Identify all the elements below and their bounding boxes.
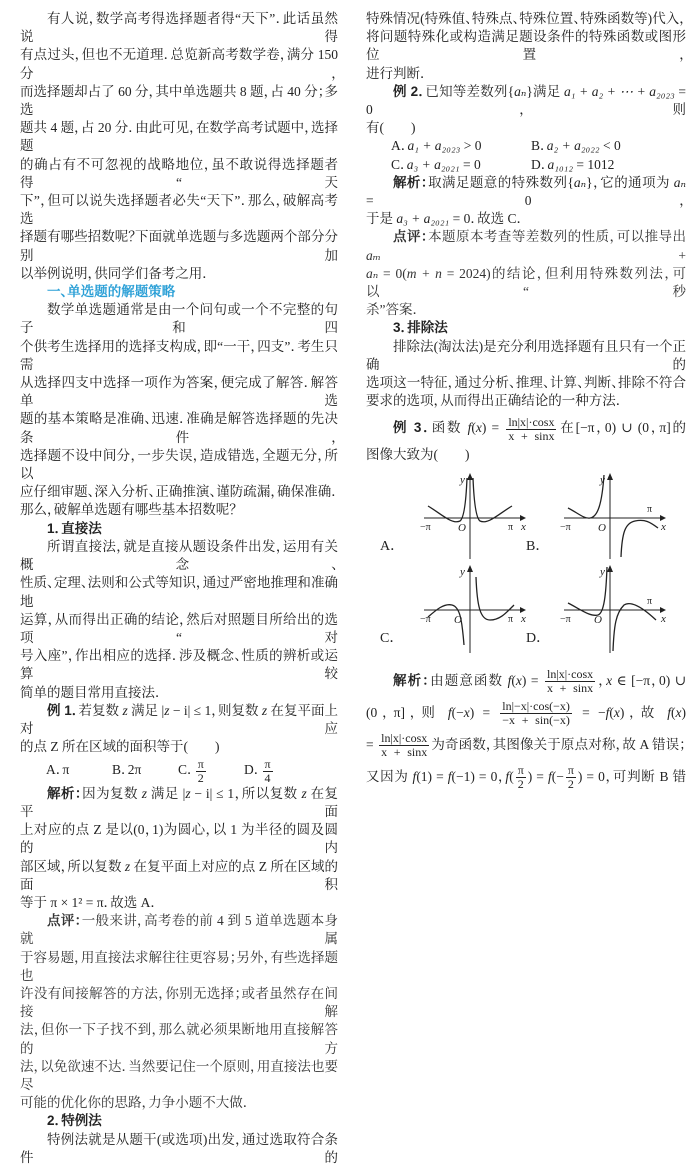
graph-option-b [550,473,680,568]
text-run: 为奇函数，其图像关于原点对称，故 A 错误； [431,736,686,752]
text-run: 在复平面上对应 [20,702,339,736]
text-run: = 0( [378,265,407,281]
text-run: B．2π [112,762,142,778]
label-bold: 点评： [393,229,429,245]
comment-paragraph [20,912,338,1112]
math-variable: aₙ [673,174,686,190]
text-run: 又因为 [366,768,413,784]
math-variable: m + n [406,265,442,281]
math-variable: z [124,858,131,874]
math-variable: x [606,672,613,688]
text-line [366,265,686,301]
text-run: ) = 0，可判断 B 错 [577,768,687,784]
text-run: A．π [46,762,70,778]
tick-pi: π [647,503,653,515]
text-line: 简单的题目常用直接法． [20,684,162,700]
fraction-numerator: π [567,763,574,778]
origin-label: O [458,521,466,534]
text-run: = 2024)的结论，但利用特殊数列法，可以“秒 [366,265,686,300]
text-run: (− [451,704,464,720]
text-line: 法，以免欲速不达．当然要记住一个原则，用直接法也要尽 [20,1058,338,1092]
text-run: ) [681,704,687,720]
math-variable: a₁ + a₂₀₂₃ [407,138,461,154]
section-heading: 一、单选题的解题策略 [47,284,176,300]
graph-label-a: A． [380,538,398,554]
text-line [366,665,686,697]
method-heading: 2．特例法 [47,1113,102,1129]
text-run: ) = [469,704,499,720]
text-run: − i| ≤ 1，所以复数 [190,785,302,801]
graph-label-b: B． [526,538,543,554]
paragraph [366,338,686,411]
x-axis-label: x [521,612,526,625]
text-run: C． [178,762,194,778]
text-line [20,702,338,738]
label-bold: 例 2． [393,83,426,99]
y-axis-label: y [600,565,605,578]
math-variable: f [447,768,452,784]
text-line: 特例法就是从题干(或选项)出发，通过选取符合条件的 [20,1131,338,1165]
y-axis-arrow-icon [607,473,613,480]
tick-pi: π [647,595,653,607]
text-line: 题的基本策略是准确、迅速．准确是解答选择题的先决条件， [20,411,338,445]
text-line [366,228,686,264]
text-line: 要求的选项，从而得出正确结论的一种方法． [366,393,623,409]
text-line: 的确占有不可忽视的战略地位，虽不敢说得选择题者得“天 [20,156,338,190]
fraction-numerator: ln|x|·cosx [381,731,428,746]
paragraph [20,785,338,912]
text-line [366,210,686,228]
fraction-denominator: 4 [264,770,271,785]
text-run: D． [244,762,261,778]
text-run: )，故 [619,704,668,720]
math-variable: f [605,704,610,720]
graph-label-d: D． [526,630,544,646]
text-run: }，它的通项为 [586,174,674,190]
text-line: 下”，但可以说失选择题者必失“天下”．那么，破解高考选 [20,193,338,227]
math-variable: x [475,420,482,436]
text-run: = 0， [366,193,686,209]
tick-pi: π [508,521,514,533]
answer-options [20,756,338,784]
text-line: 将问题特殊化或构造满足题设条件的特殊函数或图形位置， [366,29,686,63]
y-axis-label: y [460,565,465,578]
fraction-denominator: x + sinx [547,681,594,696]
text-run: 部区域，所以复数 [20,858,125,874]
fraction [263,758,273,785]
text-run: (−1) = 0， [451,768,506,784]
text-line: 杀”答案． [366,302,420,318]
x-axis-label: x [661,520,666,533]
text-run: = 0 [459,156,481,172]
math-variable: x [515,672,522,688]
fraction-denominator: x + sinx [508,428,555,443]
math-variable: f [505,768,510,784]
curve-right [613,603,656,650]
text-run: C． [391,156,407,172]
text-line: 有( ) [366,120,416,136]
text-line: 法，但你一下子找不到，那么就必须果断地用直接解答的方 [20,1022,338,1056]
text-run: ) = [481,420,505,436]
math-variable: a₃ + a₂₀₂₁ [406,156,460,172]
origin-label: O [594,613,602,626]
answer-option [531,137,671,155]
math-variable: x [613,704,620,720]
math-variable: z [164,702,170,718]
text-run: 由题意函数 [430,672,508,688]
text-line: 而选择题却占了 60 分，其中单选题共 8 题，占 40 分；多选 [20,83,338,118]
text-line: 排除法(淘汰法)是充分利用选择题有且只有一个正确的 [366,338,686,372]
text-run: ) = [521,672,543,688]
text-run: ， [597,672,607,688]
text-line: 以举例说明，供同学们备考之用． [20,265,209,281]
answer-options [366,137,686,173]
text-run: ∈ [−π，0) ∪ [612,672,687,688]
text-line: 择题有哪些招数呢？下面就单选题与多选题两个部分分别加 [20,229,338,263]
text-line: 选择题不设中间分，一步失误，造成错选，全题无分，所以 [20,447,338,482]
text-run: (− [551,768,564,784]
text-run: 满足 | [147,785,186,801]
x-axis-label: x [661,612,666,625]
text-run: ( [509,768,514,784]
math-variable: z [141,785,148,801]
fraction-numerator: ln|x|·cosx [508,414,555,429]
math-variable: x [675,704,682,720]
fraction-numerator: ln|−x|·cos(−x) [502,699,570,714]
fraction-numerator: ln|x|·cosx [547,667,594,682]
text-line: 有点过头，但也不无道理．总览新高考数学卷，满分 150 分， [20,47,338,81]
fraction-numerator: π [264,756,271,771]
text-line: 号入座”，作出相应的选择．涉及概念、性质的辨析或运算较 [20,648,338,682]
text-run: 在复平面 [20,785,339,819]
text-run: ( [471,420,476,436]
tick-neg-pi: −π [420,521,431,533]
graph-option-d [550,565,680,660]
fraction [379,732,429,759]
text-run: ( [511,672,516,688]
text-run: − i| ≤ 1，则复数 [169,702,262,718]
origin-label: O [598,521,606,534]
text-line: 特殊情况(特殊值、特殊点、特殊位置、特殊函数等)代入， [366,11,686,26]
text-line: 个供考生选择用的选择支构成，即“一干，四支”．考生只需 [20,338,338,372]
fraction-denominator: −x + sin(−x) [502,713,570,728]
text-line: 进行判断． [366,65,427,81]
paragraph [366,10,686,83]
text-line [20,858,338,894]
y-axis-label: y [460,473,465,486]
math-variable: f [667,704,672,720]
fraction [196,758,206,785]
text-run: (1) = [416,768,448,784]
text-run: = − [573,704,606,720]
text-run: = 0．故选 C． [449,211,524,227]
x-axis-label: x [521,520,526,533]
math-variable: a₁ + a₂ + ⋯ + a₂₀₂₃ [564,83,675,99]
paragraph [20,702,338,757]
text-run: ( [671,704,676,720]
paragraph [366,83,686,138]
fraction [566,764,576,791]
text-line: 许没有间接解答的方法，你别无选择；或者虽然存在间接解 [20,985,338,1020]
math-variable: f [507,672,512,688]
y-axis-arrow-icon [467,565,473,572]
math-variable: a₁₀₁₂ [547,156,574,172]
curve-right [473,478,512,522]
text-line: 题共 4 题，占 20 分．由此可见，在数学高考试题中，选择题 [20,120,338,154]
tick-neg-pi: −π [560,613,571,625]
text-run: 满足 | [127,702,165,718]
right-column-top [366,10,686,465]
math-variable: z [122,702,128,718]
label-bold: 解析： [47,785,83,801]
text-run: (0，π]，则 [366,704,448,720]
method-heading: 1．直接法 [47,520,102,536]
math-variable: z [301,785,307,801]
left-column [20,10,338,1167]
text-line: 有人说，数学高考得选择题者得“天下”．此话虽然说得 [20,11,338,45]
example3-graph-options [366,465,686,665]
answer-option [112,756,178,784]
text-line [366,83,686,119]
answer-option [391,137,531,155]
text-run: 取满足题意的特殊数列{ [428,174,574,190]
text-line [366,761,686,793]
text-line: 性质、定理、法则和公式等知识，通过严密地推理和准确地 [20,575,338,609]
math-variable: a₃ + a₂₀₂₁ [396,211,450,227]
text-run: = [366,736,378,752]
fraction-denominator: x + sinx [381,745,428,760]
curve-right [621,520,658,557]
text-line: 的点 Z 所在区域的面积等于( ) [20,739,220,755]
tick-pi: π [508,613,514,625]
text-run: > 0 [460,138,482,154]
text-run: 一般来讲，高考卷的前 4 到 5 道单选题本身就属 [20,913,339,947]
paragraph [366,174,686,229]
text-line: 所谓直接法，就是直接从题设条件出发，运用有关概念、 [20,538,338,573]
text-run: 函数 [431,420,468,436]
math-variable: aₙ [573,174,587,190]
text-line: 选项这一特征，通过分析、推理、计算、判断、排除不符合 [366,375,686,391]
text-run: A． [391,138,408,154]
text-run: 在[−π，0) ∪ (0，π]的 [558,420,687,436]
text-run: + [381,247,686,263]
tick-neg-pi: −π [420,613,431,625]
fraction-denominator: 2 [197,770,204,785]
fraction-numerator: π [517,763,524,778]
text-line: 从选择四支中选择一项作为答案，便完成了解答．解答单选 [20,375,338,409]
text-run: }满足 [526,83,565,99]
math-variable: f [467,420,472,436]
fraction [545,668,595,695]
paragraph [20,538,338,702]
text-line: 可能的优化你的思路，力争小题不大做． [20,1095,250,1111]
text-run: = 0，则 [366,83,686,118]
text-line [20,785,338,821]
text-line: 等于 π × 1² = π．故选 A． [20,894,158,910]
math-variable: f [447,704,452,720]
fraction [500,700,572,727]
math-variable: x [463,704,470,720]
label-bold: 解析： [393,174,429,190]
right-column-bottom [366,665,686,793]
text-line: 上对应的点 Z 是以(0，1)为圆心，以 1 为半径的圆及圆的内 [20,822,338,856]
label-bold: 解析： [393,672,431,688]
paragraph [20,301,338,519]
paragraph [20,1131,338,1167]
text-run: ) = [527,768,548,784]
fraction-denominator: 2 [517,777,524,792]
answer-option [178,756,244,784]
graph-option-a [410,473,543,568]
origin-label: O [454,613,462,626]
text-line: 应仔细审题、深入分析、正确推演、谨防疏漏，确保准确． [20,484,338,500]
text-run: < 0 [599,138,621,154]
right-column [366,10,686,793]
math-variable: a₂ + a₂₀₂₂ [546,138,600,154]
text-line: 数学单选题通常是由一个问句或一个不完整的句子和四 [20,302,338,336]
text-run: = 1012 [573,156,615,172]
paragraph [366,410,686,464]
text-run: 因为复数 [82,785,142,801]
text-line [366,410,686,446]
text-run: 本题原本考查等差数列的性质，可以推导出 [428,229,687,245]
comment-paragraph [366,228,686,319]
text-run: B． [531,138,547,154]
math-variable: z [261,702,268,718]
curve-left [568,475,604,518]
text-run: 在复平面上对应的点 Z 所在区域的面积 [20,858,338,892]
math-variable: aₙ [366,265,379,281]
answer-option [391,156,531,174]
label-bold: 例 3． [393,420,432,436]
text-line: 那么，破解单选题有哪些基本招数呢？ [20,502,236,518]
text-line: 图像大致为( ) [366,447,470,463]
fraction [506,416,556,443]
paragraph [20,10,338,283]
graph-option-c [410,565,540,660]
text-line [366,174,686,210]
answer-option [244,756,310,784]
text-run: 于是 [366,211,397,227]
y-axis-label: y [600,473,605,486]
paragraph [366,665,686,793]
text-line [366,697,686,729]
text-run: 若复数 [78,702,123,718]
text-line: 运算，从而得出正确的结论，然后对照题目所给出的选项“对 [20,611,338,645]
y-axis-arrow-icon [467,473,473,480]
fraction-denominator: 2 [567,777,574,792]
text-run: D． [531,156,548,172]
label-bold: 例 1． [47,702,79,718]
text-line [366,729,686,761]
fraction-numerator: π [197,756,204,771]
math-variable: z [185,785,191,801]
answer-option [531,156,671,174]
text-run: 已知等差数列{ [425,83,515,99]
text-line: 于容易题，用直接法求解往往更容易；另外，有些选择题也 [20,949,338,983]
math-variable: aₘ [366,247,382,263]
text-run: ( [609,704,614,720]
graph-label-c: C． [380,630,397,646]
fraction [516,764,526,791]
math-variable: f [412,768,417,784]
math-variable: f [547,768,552,784]
method-heading: 3．排除法 [393,320,448,336]
y-axis-arrow-icon [607,565,613,572]
answer-option [46,756,112,784]
text-line [20,912,338,948]
tick-neg-pi: −π [560,521,571,533]
label-bold: 点评： [47,913,82,929]
math-variable: aₙ [514,83,527,99]
